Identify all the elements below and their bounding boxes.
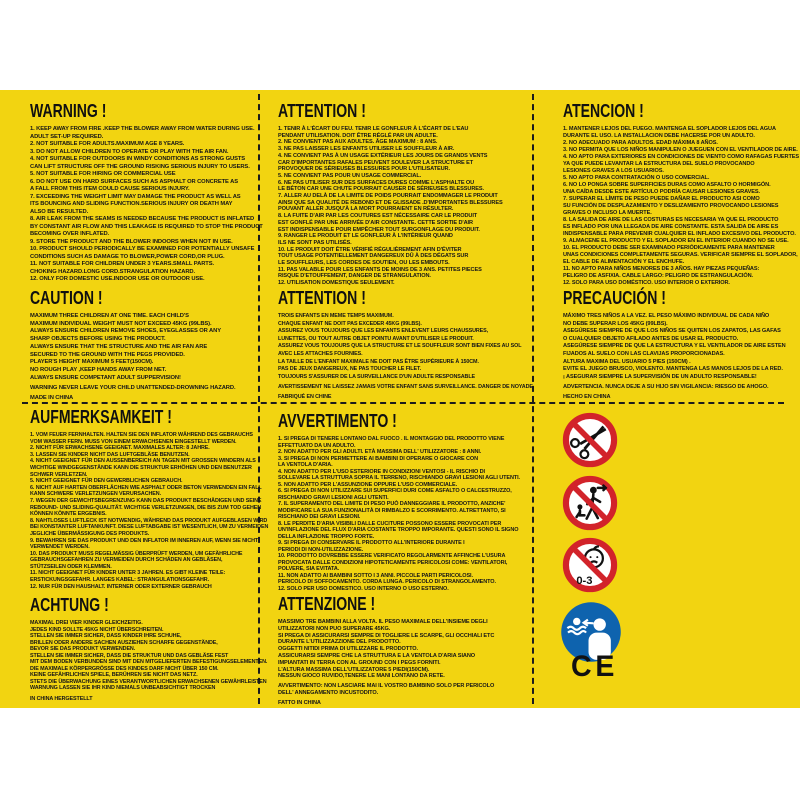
aufmerksamkeit-heading: AUFMERKSAMKEIT ! xyxy=(30,407,172,427)
text-line: CONDITIONS SUCH AS DAMAGE TO BLOWER,POWER CORD,OR PLUG. xyxy=(30,253,225,260)
caution-text xyxy=(30,313,255,403)
no-pushing-icon xyxy=(562,475,618,536)
section-attention-fr xyxy=(278,100,528,287)
warning-heading: WARNING ! xyxy=(30,101,107,121)
text-line: AVEC LES ATTACHES FOURNIES. xyxy=(278,350,363,357)
text-line: 8. AIR LEAK FROM THE SEAMS IS NEEDED BECAUSE THE PRODUCT IS INFLATED xyxy=(30,216,255,222)
text-line: REBOUND- UND SLIDING-QUALITÄT. WICHTIGE VERLETZUNGEN, DIE BIS ZUM TOD GEHEN xyxy=(30,504,262,511)
text-line: SI PREGA DI ASSICURARSI SEMPRE DI TOGLIERE LE SCARPE, GLI OCCHIALI ETC xyxy=(278,632,495,639)
text-line: 12. ONLY FOR DOMESTIC USE.INDOOR USE OR OUTDOOR USE. xyxy=(30,276,205,282)
text-line: PELIGRO DE ASFIXIA. CABLE LARGO: PELIGRO DE ESTRANGULACIÓN. xyxy=(563,273,753,279)
text-line: 11. PAS VALABLE POUR LES ENFANTS DE MOINS DE 3 ANS. PETITES PIECES xyxy=(278,266,482,273)
text-line: MASSIMO TRE BAMBINI ALLA VOLTA. IL PESO MAXIMALE DELL'INSIEME DEGLI xyxy=(278,619,488,625)
text-line: 3. DO NOT ALLOW CHILDREN TO OPERATE OR PLAY WITH THE AIR FAN. xyxy=(30,148,229,155)
text-line: 3. NE PAS LAISSER LES ENFANTS UTILISER LE SOUFFLEUR À AIR. xyxy=(278,146,455,153)
text-line: 4. NO APTO PARA EXTERIORES EN CONDICIONES DE VIENTO COMO RAFAGAS FUERTES xyxy=(563,154,800,160)
avvertimento-heading: AVVERTIMENTO ! xyxy=(278,411,397,431)
text-line: UNA CAÍDA DESDE ESTE ARTÍCULO PODRÍA CAUSAR LESIONES GRAVES. xyxy=(563,189,760,195)
text-line: L'ALTURA MASSIMA DELL'UTILIZZATORE 5 PIEDI(150CM). xyxy=(278,666,430,673)
text-line: EVITE EL JUEGO BRUSCO, VIOLENTO. MANTENGA LAS MANOS LEJOS DE LA RED. xyxy=(563,366,783,373)
text-line: FIJADOS AL SUELO CON LAS CLAVIJAS PROPORCIONADAS. xyxy=(563,350,725,357)
text-line: SCHWER VERLETZEN. xyxy=(30,471,88,478)
text-line: 10. DAS PRODUKT MUSS REGELMÄSSIG ÜBERPRÜFT WERDEN, UM GEFÄHRLICHE xyxy=(30,550,243,557)
text-line: KANN SCHWERE VERLETZUNGEN VERURSACHEN. xyxy=(30,491,161,498)
section-warning-en xyxy=(30,100,263,284)
text-line: MIT DEM BODEN VERBUNDEN SIND MIT DEN MITGELIEFERTEN BEFESTIGUNGSELEMENTEN. xyxy=(30,659,268,665)
section-atencion-es xyxy=(563,100,800,287)
text-line: IMPIANTATI IN TERRA CON AL GROUND CON I PEGS FORNITI. xyxy=(278,659,441,666)
aufmerksamkeit-text xyxy=(30,432,269,590)
attention-heading: ATTENTION ! xyxy=(278,101,366,121)
achtung-text xyxy=(30,620,268,702)
text-line: DURANTE EL USO. LA INSTALLACION DEBE HACERSE POR UN ADULTO. xyxy=(563,133,755,139)
text-line: 7. ALLER AU DELÀ DE LA LIMITE DE POIDS POURRAIT ENDOMMAGER LE PRODUIT xyxy=(278,193,498,200)
text-line: 8. LA FUITE D'AIR PAR LES COUTURES EST NÉCESSAIRE CAR LE PRODUIT xyxy=(278,213,478,220)
precaucion-text xyxy=(563,313,793,402)
text-line: ASSICURARSI SEMPRE CHE LA STRUTTURA E LA VENTOLA D'ARIA SIANO xyxy=(278,652,476,659)
text-line: 9. BEWAHREN SIE DAS PRODUKT UND DEN INFLATOR IM INNEREN AUF, WENN SIE NICHT xyxy=(30,537,259,544)
text-line: MODIFICARE LA SUA FUNZIONALITÀ DI RIMBALZO E SCORRIMENTO. ALTRETTANTO, SI xyxy=(278,507,506,514)
text-line: DELL' ANNEGAMENTO INCUSTODITO. xyxy=(278,689,379,696)
text-line: GRAVES O INCLUSO LA MUERTE. xyxy=(563,210,652,216)
text-line: 9. SI PREGA DI CONSERVARE IL PRODOTTO ALL'INTERIORE DURANTE I xyxy=(278,540,465,546)
text-line: 8. NAHTLOSES LUFTLECK IST NOTWENDIG, WÄHREND DAS PRODUKT AUFGEBLASEN WIRD xyxy=(30,517,268,524)
no-children-under-3-icon xyxy=(562,537,618,598)
text-line: EL CABLE DE ALIMENTACIÓN Y EL ENCHUFE. xyxy=(563,259,685,265)
text-line: 1. VOM FEUER FERNHALTEN. HALTEN SIE DEN INFLATOR WÄHREND DES GEBRAUCHS xyxy=(30,432,253,438)
text-line: ITS BOUNCING AND SLIDING FUNCTION.SERIOUS INJURY OR DEATH MAY xyxy=(30,201,233,207)
text-line: SU FUNCIÓN DE DESPLAZAMIENTO Y DESLIZAMIENTO PROVOCANDO LESIONES xyxy=(563,203,779,209)
text-line: ERSTICKUNGSGEFAHR. LANGES KABEL: STRANGULATIONSGEFAHR. xyxy=(30,577,209,584)
text-line: LE BÉTON CAR UNE CHUTE POURRAIT CAUSER DE SÉRIEUSES BLESSURES. xyxy=(278,186,484,193)
text-line: 10. PRODOTTO DOVREBBE ESSERE VERIFICATO REGOLARMENTE AFFINCHE L'USURA xyxy=(278,553,506,559)
text-line: 11. NOT SUITABLE FOR CHILDREN UNDER 3 YEARS.SMALL PARTS. xyxy=(30,261,214,267)
text-line: RISCHIANDO GRAVI LESIONI AGLI UTENTI. xyxy=(278,494,389,501)
text-line: PERICOLO DI SOFFOCAMENTO. CORDA LUNGA. PERICOLO DI STRANGOLAMENTO. xyxy=(278,579,496,585)
text-line: CHAQUE ENFANT NE DOIT PAS EXCEDER 45KG (99LBS). xyxy=(278,320,422,327)
warning-text xyxy=(30,126,263,284)
safety-label xyxy=(0,90,800,708)
text-line: VERWENDET WERDEN. xyxy=(30,544,90,551)
text-line: LE SOUFFLEURS, LES CORDES DE SOUTIEN, OU LES EMBOUTS. xyxy=(278,260,450,267)
text-line: 7. IL SUPERAMENTO DEL LIMITE DI PESO PUÒ DANNEGGIARE IL PRODOTTO, ANZICHE' xyxy=(278,501,506,507)
attention2-text xyxy=(278,313,535,402)
section-precaucion-es xyxy=(563,287,793,402)
text-line: PAS DE JEUX DANGEREUX, NE PAS TOUCHER LE FILET. xyxy=(278,366,421,373)
text-line: 2. NO ADECUADO PARA ADULTOS. EDAD MÁXIMA 8 AÑOS. xyxy=(563,140,718,146)
text-line: VOM WASSER FERN. MUSS VON EINEM ERWACHSENEN EINGESTELLT WERDEN. xyxy=(30,438,237,445)
text-line: 10. LE PRODUIT DOIT ÊTRE VÉRIFIÉ RÉGULIÈREMENT AFIN D'ÉVITER xyxy=(278,246,462,253)
text-line: 4. NICHT GEEIGNET FÜR DEN AUSSENBEREICH AN TAGEN MIT GROSSEN WINDERN ALS xyxy=(30,458,256,465)
text-line: 2. NOT SUITABLE FOR ADULTS.MAXIMUM AGE 8 YEARS. xyxy=(30,141,185,147)
ce-mark: CE xyxy=(571,650,619,683)
text-line: SOLLEVARE LA STRUTTURA SOPRA IL TERRENO, RISCHIANDO GRAVI LESIONI AGLI UTENTI. xyxy=(278,475,520,481)
text-line: 7. WEGEN DER GEWICHTSBEGRENZUNG KANN DAS PRODUKT BESCHÄDIGEN UND SEINE xyxy=(30,497,262,504)
text-line: ALSO BE RESULTED. xyxy=(30,208,89,215)
text-line: ASEGÚRESE SIEMPRE DE QUE LA ESTRUCTURA Y EL VENTILADOR DE AIRE ESTEN xyxy=(563,343,786,350)
text-line: 9. STORE THE PRODUCT AND THE BLOWER INDOORS WHEN NOT IN USE. xyxy=(30,238,233,245)
text-line: LESIONES GRAVES A LOS USUARIOS. xyxy=(563,168,664,174)
text-line: ASSUREZ VOUS TOUJOURS QUE LES ENFANTS ENLEVENT LEURS CHAUSSURES, xyxy=(278,328,489,335)
text-line: 3. SI PREGA DI NON PERMETTERE AI BAMBINI DI OPERARE O GIOCARE CON xyxy=(278,455,478,462)
text-line: BECOMING OVER INFLATED. xyxy=(30,231,110,237)
column-divider-left xyxy=(258,94,260,704)
text-line: 11. NON ADATTO AI BAMBINI SOTTO I 3 ANNI. PICCOLE PARTI PERICOLOSI. xyxy=(278,572,473,579)
text-line: MÁXIMO TRES NIÑOS A LA VEZ. EL PESO MÁXIMO INDIVIDUAL DE CADA NIÑO xyxy=(563,313,770,319)
text-line: BRILLEN ODER ANDERE SACHEN AUSZIEHEN SCHARFE GEGENSTÄNDE, xyxy=(30,639,218,646)
text-line: 1. SI PREGA DI TENERE LONTANO DAL FUOCO . IL MONTAGGIO DEL PRODOTTO VIENE xyxy=(278,436,505,442)
text-line: 7. EXCEEDING THE WEIGHT LIMIT MAY DAMAGE THE PRODUCT AS WELL AS xyxy=(30,193,241,200)
text-line: 1. TENIR À L'ÉCART DU FEU. TENIR LE GONFLEUR À L'ÉCART DE L'EAU xyxy=(278,126,469,132)
text-line: GEBRAUCHSGEFAHREN ZU VERMEIDEN DURCH SCHÄDEN AN GEBLÄSEN, xyxy=(30,557,223,564)
text-line: 12. UTILISATION DOMESTIQUE SEULEMENT. xyxy=(278,280,395,287)
text-line: 6. SI PREGA DI NON UTILIZZARE SUI SUPERFICI DURI COME ASFALTO O CALCESTRUZZO, xyxy=(278,488,512,494)
text-line: WARNING NEVER LEAVE YOUR CHILD UNATTENDED-DROWNING HAZARD. xyxy=(30,384,236,391)
text-line: DIE MAXIMALE KÖRPERGRÖSSE DES KINDES DARF NICHT ÜBER 150 CM. xyxy=(30,665,219,672)
text-line: BY CONSTANT AIR FLOW AND THIS LEAKAGE IS REQUIRED TO STOP THE PRODUCT xyxy=(30,223,263,230)
age-range-label: 0-3 xyxy=(576,575,593,588)
text-line: 6. NE PAS UTILISER SUR DES SURFACES DURES COMME L'ASPHALTE OU xyxy=(278,179,475,186)
text-line: NO ROUGH PLAY ,KEEP HANDS AWAY FROM NET. xyxy=(30,366,167,373)
text-line: NO DEBE SUPERAR LOS 45KG (99LBS). xyxy=(563,320,668,327)
atencion-text xyxy=(563,126,800,287)
text-line: 1. MANTENER LEJOS DEL FUEGO. MANTENGA EL SOPLADOR LEJOS DEL AGUA xyxy=(563,126,776,132)
attenzione-heading: ATTENZIONE ! xyxy=(278,594,376,614)
text-line: PENDANT UTILISATION. DOIT ÊTRE RÉGLÉ PAR UN ADULTE. xyxy=(278,132,438,139)
text-line: ALTURA MAXIMA DEL USUARIO 5 PIES (150CM) . xyxy=(563,358,691,365)
text-line: CHOKING HAZARD.LONG CORD.STRANGULATION HAZARD. xyxy=(30,268,196,275)
text-line: DELLA INFLAZIONE TROPPO FORTE. xyxy=(278,533,375,540)
text-line: 11. NICHT GEEIGNET FÜR KINDER UNTER 3 JAHREN. ES GIBT KLEINE TEILE: xyxy=(30,570,226,577)
text-line: BEI KONSTANTER LUFTANKUNFT. DIESE LUFTABGABE IST WESENTLICH, UM ZU VERMEIDEN xyxy=(30,524,269,531)
text-line: O CUALQUIER OBJETO AFILADO ANTES DE USAR EL PRODUCTO. xyxy=(563,335,739,342)
attenzione-text xyxy=(278,619,528,707)
text-line: RISCHIANO DEI GRAVI LESIONI. xyxy=(278,514,361,520)
section-attenzione-it xyxy=(278,593,528,707)
text-line: JEDES KIND SOLLTE 45KG NICHT ÜBERSCHREITEN. xyxy=(30,626,164,633)
text-line: MADE IN CHINA xyxy=(30,395,74,402)
text-line: POUVANT ALLER JUSQU'À LA MORT POURRAIENT EN RÉSULTER. xyxy=(278,206,454,213)
text-line: CAN LIFT STRUCTURE OFF THE GROUND RISKING SERIOUS INJURY TO USERS. xyxy=(30,163,250,170)
text-line: ASSUREZ VOUS TOUJOURS QUE LA STRUCTURE ET LE SOUFFLEUR SONT BIEN FIXES AU SOL xyxy=(278,343,522,350)
no-scissors-icon xyxy=(562,412,618,473)
text-line: 5. NON ADATTO PER L'ASSUNZIONE OPPURE L'USO COMMERCIALE. xyxy=(278,481,458,488)
text-line: LA TAILLE DE L'ENFANT MAXIMALE NE DOIT PAS ÊTRE SUPÉRIEURE À 150CM. xyxy=(278,358,479,365)
text-line: 2. NE CONVIENT PAS AUX ADULTES. ÂGE MAXIMUM : 8 ANS. xyxy=(278,139,438,146)
text-line: ILS NE SONT PAS UTILISÉS. xyxy=(278,239,352,246)
text-line: 8. LE PERDITE D'ARIA VISIBILI DALLE CUCITURE POSSONO ESSERE PROVOCATI PER xyxy=(278,520,502,527)
text-line: INDISPENSABLE PARA PREVENIR CUALQUIER EL INFLADO EXCESIVO DEL PRODUCTO. xyxy=(563,231,796,237)
text-line: ADVERTENCIA. NUNCA DEJE A SU HIJO SIN VIGILANCIA: RIESGO DE AHOGO. xyxy=(563,383,769,390)
precaucion-heading: PRECAUCIÓN ! xyxy=(563,288,666,308)
text-line: AVERTISSEMENT NE LAISSEZ JAMAIS VOTRE ENFANT SANS SURVEILLANCE. DANGER DE NOYADE. xyxy=(278,383,535,390)
text-line: STETS DIE ÜBERWACHUNG EINES VERANTWORTLICHEN ERWACHSENEN GEWÄHRLEISTEN xyxy=(30,678,267,685)
text-line: MAXIMAL DREI VIER KINDER GLEICHZEITIG. xyxy=(30,620,143,626)
text-line: 12. SOLO PARA USO DOMÉSTICO. USO INTERIOR O EXTERIOR. xyxy=(563,280,730,286)
achtung-heading: ACHTUNG ! xyxy=(30,595,109,615)
text-line: RISQUE D'ETOUFFEMENT, DANGER DE STRANGULATION. xyxy=(278,273,431,280)
text-line: STÜTZSEILEN ODER KLEMMEN. xyxy=(30,563,112,570)
text-line: 6. NO LO PONGA SOBRE SUPERFICIES DURAS COMO ASFALTO O HORMIGÓN. xyxy=(563,182,771,188)
section-aufmerksamkeit-de xyxy=(30,406,269,590)
text-line: 4. NON ADATTO PER L'USO ESTERIORE IN CONDIZIONI VENTOSI - IL RISCHIO DI xyxy=(278,468,485,475)
text-line: 5. NO APTO PARA CONTRATACIÓN O USO COMERCIAL. xyxy=(563,175,710,181)
text-line: A FALL FROM THIS ITEM COULD CAUSE SERIOUS INJURY. xyxy=(30,186,190,192)
text-line: 2. NON ADATTO PER GLI ADULTI. ETÀ MASSIMA DELL' UTILIZZATORE : 8 ANNI. xyxy=(278,449,482,455)
section-achtung-de xyxy=(30,594,268,702)
text-line: STELLEN SIE IMMER SICHER, DASS DIE STRUKTUR UND DAS GEBLÄSE FEST xyxy=(30,652,229,659)
text-line: MAXIMUM THREE CHILDREN AT ONE TIME. EACH CHILD'S xyxy=(30,313,189,319)
text-line: WARNUNG LASSEN SIE IHR KIND NIEMALS UNBEABSICHTIGT TROCKEN xyxy=(30,685,216,691)
text-line: 4. NE CONVIENT PAS À UN USAGE EXTÉRIEUR LES JOURS DE GRANDS VENTS xyxy=(278,152,488,159)
text-line: POLVERE, SIA EVITATA. xyxy=(278,566,340,572)
text-line: PERIODI DI NON-UTILIZZAZIONE. xyxy=(278,546,364,553)
text-line: 5. NOT SUITABLE FOR HIRING OR COMMERCIAL USE xyxy=(30,171,176,177)
text-line: WICHTIGE WINDGEGENSTÄNDE KANN DIE STRUKTUR ERHÖHEN UND DEN BENUTZER xyxy=(30,464,252,471)
section-caution-en xyxy=(30,287,255,403)
text-line: LA VENTOLA D'ARIA. xyxy=(278,462,333,468)
text-line: 11. NO APTO PARA NIÑOS MENORES DE 3 AÑOS. HAY PIEZAS PEQUEÑAS: xyxy=(563,266,760,272)
text-line: UN'INFLAZIONE DEL FLUX D'ARIA COSTANTE TROPPO IMPORANTE. QUESTI SONO IL SIGNO xyxy=(278,527,519,533)
text-line: PROVOCATA DALLE CONDIZIONI HIPOTETICAMENTE PERICOLOSI COME: VENTILATORI, xyxy=(278,559,508,566)
text-line: ASEGÚRESE SIEMPRE DE QUE LOS NIÑOS SE QUITEN LOS ZAPATOS, LAS GAFAS xyxy=(563,328,781,335)
text-line: LUNETTES, OU TOUT AUTRE OBJET POINTU AVANT D'UTILISER LE PRODUIT. xyxy=(278,335,474,342)
text-line: MAXIMUM INDIVIDUAL WEIGHT MUST NOT EXCEED 45KG (99LBS). xyxy=(30,320,212,327)
text-line: SECURED TO THE GROUND WITH THE PEGS PROVIDED. xyxy=(30,351,185,358)
text-line: TROIS ENFANTS EN MEME TEMPS MAXIMUM. xyxy=(278,313,394,319)
section-attention2-fr xyxy=(278,287,535,402)
text-line: ¡ ASEGURAR SIEMPRE LA SUPERVISIÓN DE UN ADULTO RESPONSABLE! xyxy=(563,373,757,380)
text-line: 6. NICHT AUF HARTEN OBERFLÄCHEN WIE ASPHALT ODER BETON VERWENDEN EIN FALL xyxy=(30,484,262,491)
text-line: OGGETTI NITIDI PRIMA DI UTILIZZARE IL PRODOTTO. xyxy=(278,646,419,653)
text-line: ALWAYS ENSURE THAT THE STRUCTURE AND THE AIR FAN ARE xyxy=(30,343,208,350)
text-line: HECHO EN CHINA xyxy=(563,393,611,400)
text-line: UNAS CONDICIONES COMPLETAMENTE SEGURAS. VERIFICAR SIEMPRE EL SOPLADOR, xyxy=(563,252,798,258)
text-line: 10. PRODUCT SHOULD PERIODICALLY BE EXAMINED FOR POTENTIALLY UNSAFE xyxy=(30,246,255,252)
text-line: 12. SOLO PER USO DOMESTICO. USO INTERNO O USO ESTERNO. xyxy=(278,585,449,592)
text-line: 10. EL PRODUCTO DEBE SER EXAMINADO PERIÓDICAMENTE PARA MANTENER xyxy=(563,245,775,251)
text-line: IN CHINA HERGESTELLT xyxy=(30,695,93,702)
text-line: YA QUE PUEDE LEVANTAR LA ESTRUCTURA DEL SUELO PROVOCANDO xyxy=(563,161,755,167)
text-line: PROVOQUER DE SÉRIEUSES BLESSURES POUR L'UTILISATEUR. xyxy=(278,166,450,173)
text-line: EST INDISPENSABLE POUR EMPÊCHER TOUT SURGONFLAGE DU PRODUIT. xyxy=(278,226,480,233)
text-line: KEINE GEFÄHRLICHEN SPIELE, BERÜHREN SIE NICHT DAS NETZ. xyxy=(30,672,198,678)
atencion-heading: ATENCION ! xyxy=(563,101,644,121)
avvertimento-text xyxy=(278,436,528,592)
text-line: PLAYER'S HEIGHT MAXIMUM 5 FEET(150CM). xyxy=(30,359,154,366)
text-line: 9. RANGER LE PRODUIT ET LE GONFLEUR À L'INTÉRIEUR QUAND xyxy=(278,233,453,240)
text-line: AVVERTIMENTO: NON LASCIARE MAI IL VOSTRO BAMBINO SOLO PER PERICOLO xyxy=(278,683,495,690)
text-line: 3. LASSEN SIE KINDER NICHT DAS LUFTGEBLÄSE BENUTZEN. xyxy=(30,451,190,458)
text-line: ADULT SET-UP REQUIRED. xyxy=(30,133,104,140)
text-line: AINSI QUE SA QUALITÉ DE REBOND ET DE GLISSADE .D'IMPORTANTES BLESSURES xyxy=(278,199,503,206)
text-line: DURANTE L'UTILIZZAZZIONE DEL PRODOTTO. xyxy=(278,639,401,646)
text-line: EFFETTUATO DA UN ADULTO. xyxy=(278,442,356,449)
text-line: KÖNNEN KÖNNTE ERGEBNIS. xyxy=(30,511,107,518)
text-line: 8. LA SALIDA DE AIRE DE LAS COSTURAS ES NECESARIA YA QUE EL PRODUCTO xyxy=(563,217,779,223)
attention2-heading: ATTENTION ! xyxy=(278,288,366,308)
text-line: TOUJOURS S'ASSURER DE LA SURVEILLANCE D'UN ADULTE RESPONSABLE xyxy=(278,373,476,380)
text-line: STELLEN SIE IMMER SICHER, DASS KINDER IHRE SCHUHE, xyxy=(30,633,182,639)
text-line: 3. NO PERMITA QUE LOS NIÑOS MANIPULEN O JUEGUEN CON EL VENTILADOR DE AIRE. xyxy=(563,147,798,153)
text-line: 7. SUPERAR EL LÍMITE DE PESO PUEDE DAÑAR EL PRODUCTO ASI COMO xyxy=(563,196,760,202)
column-divider-right xyxy=(532,94,534,704)
text-line: EST GONFLÉ PAR UNE ARRIVÉE D'AIR CONSTANTE. CETTE SORTIE D'AIR xyxy=(278,219,473,226)
text-line: NESSUN GIOCO RUVIDO,TENERE LE MANI LONTANO DA RETE. xyxy=(278,673,445,680)
text-line: FATTO IN CHINA xyxy=(278,699,321,706)
section-avvertimento-it xyxy=(278,410,528,592)
text-line: SHARP OBJECTS BEFORE USING THE PRODUCT. xyxy=(30,336,166,343)
text-line: FABRIQUÉ EN CHINE xyxy=(278,393,332,400)
text-line: 12. NUR FÜR DEN HAUSHALT. INTERNER ODER EXTERNER GEBRAUCH xyxy=(30,583,212,590)
text-line: 2. NICHT FÜR ERWACHSENE GEEIGNET. MAXIMALES ALTER: 8 JAHRE. xyxy=(30,445,210,452)
text-line: JEGLICHE ÜBERMÄSSIGUNG DES PRODUKTS. xyxy=(30,530,150,537)
text-line: 5. NE CONVIENT PAS POUR UN USAGE COMMERCIAL. xyxy=(278,172,422,179)
text-line: 6. DO NOT USE ON HARD SURFACES SUCH AS ASPHALT OR CONCRETE AS xyxy=(30,178,238,185)
attention-text xyxy=(278,126,528,287)
text-line: ES INFLADO POR UNA LLEGADA DE AIRE CONSTANTE. ESTA SALIDA DE AIRE ES xyxy=(563,224,779,230)
text-line: UTILIZZATORI NON PUO SUPERARE 45KG. xyxy=(278,625,391,632)
caution-heading: CAUTION ! xyxy=(30,288,103,308)
text-line: CAR D'IMPORTANTES RAFALES PEUVENT SOULEVER LA STRUCTURE ET xyxy=(278,159,474,166)
text-line: TOUT USAGE POTENTIELLEMENT DANGEREUX DÛ À DES DÉGATS SUR xyxy=(278,253,469,260)
text-line: 5. NICHT GEEIGNET FÜR DEN GEWERBLICHEN GEBRAUCH. xyxy=(30,478,183,485)
text-line: BEVOR SIE DAS PRODUKT VERWENDEN. xyxy=(30,646,136,652)
text-line: 9. ALMACENE EL PRODUCTO Y EL SOPLADOR EN EL INTERIOR CUANDO NO SE USE. xyxy=(563,238,789,244)
text-line: 4. NOT SUITABLE FOR OUTDOORS IN WINDY CONDITIONS AS STRONG GUSTS xyxy=(30,156,246,162)
text-line: ALWAYS ENSURE CHILDREN REMOVE SHOES, EYEGLASSES OR ANY xyxy=(30,328,221,335)
text-line: ALWAYS ENSURE COMPETANT ADULT SUPPERVISION! xyxy=(30,374,181,381)
text-line: 1. KEEP AWAY FROM FIRE .KEEP THE BLOWER AWAY FROM WATER DURING USE. xyxy=(30,126,255,132)
